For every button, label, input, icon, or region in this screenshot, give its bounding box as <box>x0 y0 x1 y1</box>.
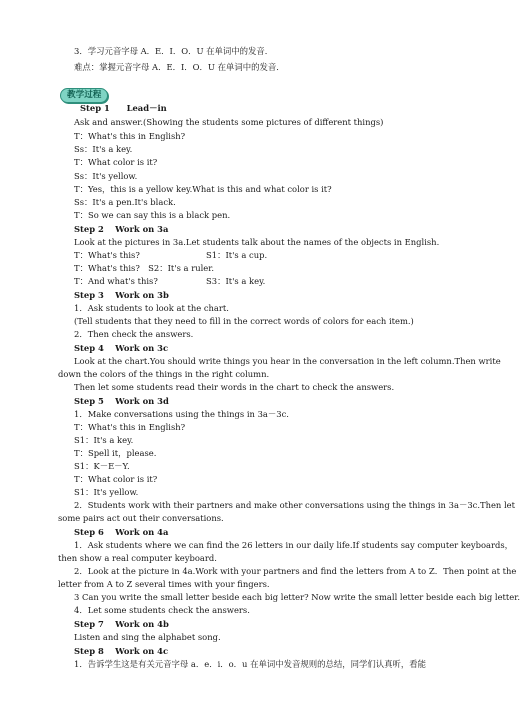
step1-line: Ask and answer.(Showing the students some pictures of different things) <box>74 117 384 127</box>
step6-line: 4．Let some students check the answers. <box>74 605 250 615</box>
step2-dialog-t: T：What's this? <box>74 250 140 260</box>
step4-line: Look at the chart.You should write things you hear in the conversation in the left column.Then write <box>74 356 501 366</box>
step4-line: down the colors of the things in the right column. <box>58 369 270 379</box>
objective-line: 3．学习元音字母 A．E．I．O．U 在单词中的发音． <box>74 46 274 56</box>
step1-line: T：What color is it? <box>74 157 158 167</box>
step7-title: Step 7 Work on 4b <box>74 619 169 629</box>
step1-line: T：So we can say this is a black pen. <box>74 210 231 220</box>
step6-title: Step 6 Work on 4a <box>74 527 169 537</box>
step5-line: some pairs act out their conversations. <box>58 513 224 523</box>
step5-line: S1：It's a key. <box>74 435 134 445</box>
step6-line: 3 Can you write the small letter beside each big letter? Now write the small letter beside each big letter. <box>74 592 520 602</box>
step8-title: Step 8 Work on 4c <box>74 646 169 656</box>
step1-title: Step 1 Lead－in <box>80 103 167 113</box>
difficulty-line: 难点：掌握元音字母 A．E．I．O．U 在单词中的发音． <box>74 62 285 72</box>
step5-line: 1．Make conversations using the things in 3a－3c. <box>74 409 289 419</box>
step1-line: Ss：It's a pen.It's black. <box>74 197 176 207</box>
step3-title: Step 3 Work on 3b <box>74 290 169 300</box>
step5-line: S1：K－E－Y. <box>74 461 130 471</box>
step2-dialog-s: S3：It's a key. <box>206 276 266 286</box>
step1-line: T：What's this in English? <box>74 131 186 141</box>
step5-line: T：What color is it? <box>74 474 158 484</box>
step4-title: Step 4 Work on 3c <box>74 343 169 353</box>
section-badge-label: 教学过程 <box>67 90 102 100</box>
step6-line: then show a real computer keyboard. <box>58 553 217 563</box>
step2-dialog-t: T：And what's this? <box>74 276 158 286</box>
step3-line: 2．Then check the answers. <box>74 329 194 339</box>
step5-line: T：Spell it，please. <box>74 448 157 458</box>
step2-dialog-s: S1：It's a cup. <box>206 250 268 260</box>
step1-line: Ss：It's yellow. <box>74 171 138 181</box>
step1-line: Ss：It's a key. <box>74 144 133 154</box>
section-badge <box>60 82 108 103</box>
step7-line: Listen and sing the alphabet song. <box>74 632 221 642</box>
step2-dialog-row: T：What's this? S2：It's a ruler. <box>74 263 214 273</box>
step2-title: Step 2 Work on 3a <box>74 224 169 234</box>
step6-line: 2．Look at the picture in 4a.Work with your partners and find the letters from A to Z．Then point at the <box>74 566 517 576</box>
step6-line: 1．Ask students where we can find the 26 letters in our daily life.If students say computer keyboards， <box>74 540 514 550</box>
step3-line: (Tell students that they need to fill in the correct words of colors for each item.) <box>74 316 414 326</box>
step6-line: letter from A to Z several times with your fingers. <box>58 579 270 589</box>
step5-line: 2．Students work with their partners and make other conversations using the things in 3a－3c.Then let <box>74 500 515 510</box>
step2-line: Look at the pictures in 3a.Let students talk about the names of the objects in English. <box>74 237 440 247</box>
step5-line: T：What's this in English? <box>74 422 186 432</box>
step5-title: Step 5 Work on 3d <box>74 396 169 406</box>
step8-line: 1．告诉学生这是有关元音字母 a．e．i．o．u 在单词中发音规则的总结，同学们认真听，看能 <box>74 659 426 669</box>
step4-line: Then let some students read their words in the chart to check the answers. <box>74 382 395 392</box>
step5-line: S1：It's yellow. <box>74 487 139 497</box>
step1-line: T：Yes，this is a yellow key.What is this and what color is it? <box>74 184 332 194</box>
step3-line: 1．Ask students to look at the chart. <box>74 303 229 313</box>
